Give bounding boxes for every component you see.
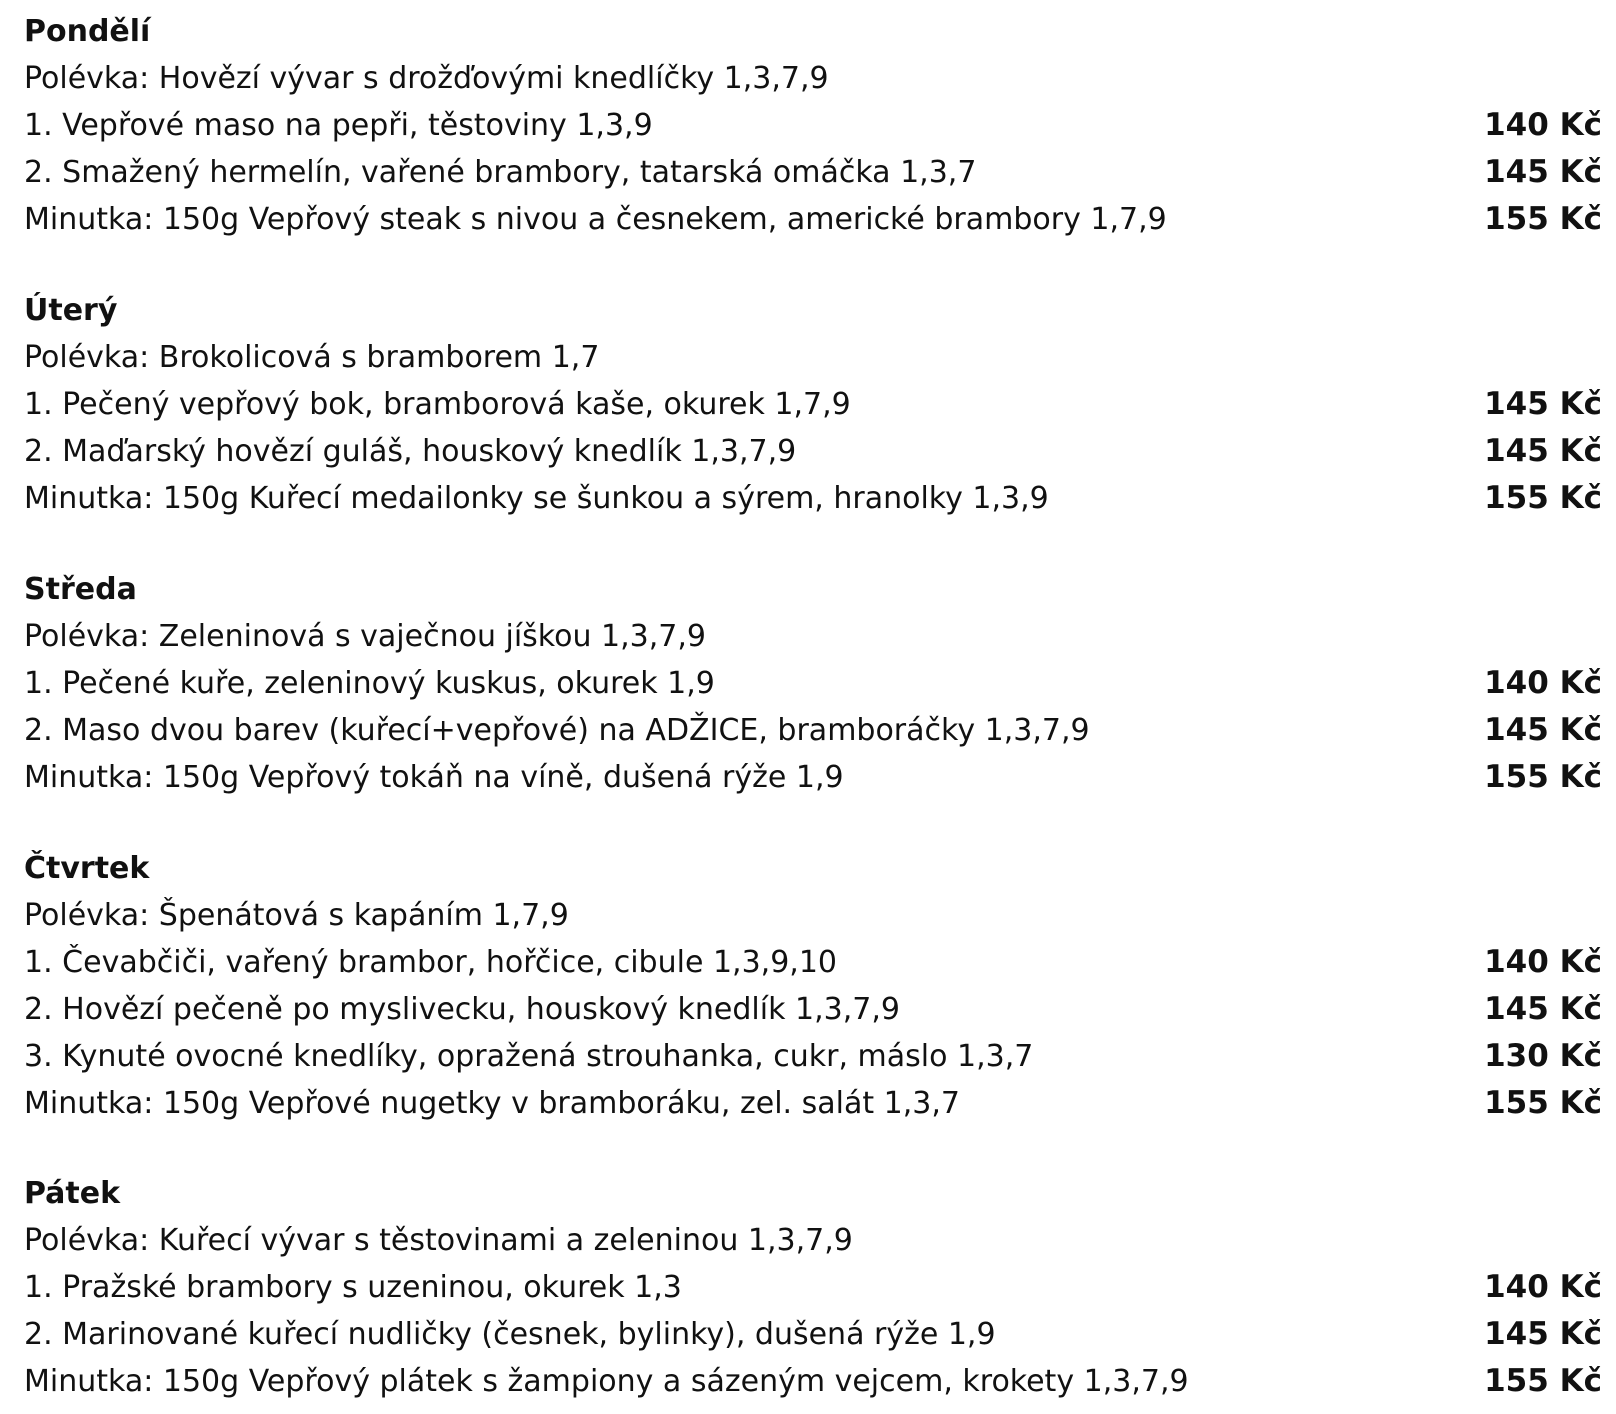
- day-title: Čtvrtek: [24, 851, 150, 886]
- menu-item-row: [24, 986, 1602, 1033]
- dish-price: 155 Kč: [1484, 201, 1602, 237]
- soup-row: [24, 613, 1602, 660]
- menu-item-row: [24, 754, 1602, 801]
- day-title: Středa: [24, 572, 137, 607]
- dish-name: 1. Vepřové maso na pepři, těstoviny 1,3,9: [24, 108, 653, 143]
- soup-row: [24, 334, 1602, 381]
- dish-price: 155 Kč: [1484, 1085, 1602, 1121]
- dish-name: 2. Hovězí pečeně po myslivecku, houskový knedlík 1,3,7,9: [24, 992, 900, 1027]
- dish-price: 140 Kč: [1484, 665, 1602, 701]
- menu-item-row: [24, 1080, 1602, 1127]
- dish-price: 140 Kč: [1484, 1269, 1602, 1305]
- dish-price: 145 Kč: [1484, 1316, 1602, 1352]
- dish-name: 2. Marinované kuřecí nudličky (česnek, bylinky), dušená rýže 1,9: [24, 1317, 996, 1352]
- menu-item-row: [24, 1264, 1602, 1311]
- dish-name: 1. Pražské brambory s uzeninou, okurek 1,3: [24, 1270, 682, 1305]
- day-title: Pondělí: [24, 14, 151, 49]
- dish-name: Polévka: Hovězí vývar s drožďovými knedlíčky 1,3,7,9: [24, 61, 829, 96]
- menu-item-row: [24, 196, 1602, 243]
- dish-price: 140 Kč: [1484, 944, 1602, 980]
- dish-name: Minutka: 150g Vepřový tokáň na víně, dušená rýže 1,9: [24, 760, 844, 795]
- day-section-wednesday: [24, 566, 1602, 801]
- dish-price: 155 Kč: [1484, 759, 1602, 795]
- dish-price: 155 Kč: [1484, 1363, 1602, 1399]
- menu-item-row: [24, 1358, 1602, 1405]
- dish-name: 1. Pečený vepřový bok, bramborová kaše, okurek 1,7,9: [24, 387, 851, 422]
- menu-item-row: [24, 102, 1602, 149]
- soup-row: [24, 55, 1602, 102]
- soup-row: [24, 1217, 1602, 1264]
- day-section-thursday: [24, 845, 1602, 1127]
- dish-price: 145 Kč: [1484, 991, 1602, 1027]
- soup-row: [24, 892, 1602, 939]
- menu-item-row: [24, 939, 1602, 986]
- day-section-friday: [24, 1170, 1602, 1405]
- dish-name: Minutka: 150g Kuřecí medailonky se šunkou a sýrem, hranolky 1,3,9: [24, 481, 1049, 516]
- dish-name: 2. Maďarský hovězí guláš, houskový knedlík 1,3,7,9: [24, 434, 797, 469]
- dish-price: 145 Kč: [1484, 712, 1602, 748]
- day-title: Pátek: [24, 1176, 121, 1211]
- dish-price: 145 Kč: [1484, 386, 1602, 422]
- dish-price: 145 Kč: [1484, 433, 1602, 469]
- menu-item-row: [24, 381, 1602, 428]
- dish-name: Polévka: Špenátová s kapáním 1,7,9: [24, 898, 569, 933]
- dish-name: Minutka: 150g Vepřový steak s nivou a česnekem, americké brambory 1,7,9: [24, 202, 1167, 237]
- menu-item-row: [24, 660, 1602, 707]
- dish-price: 130 Kč: [1484, 1038, 1602, 1074]
- menu-item-row: [24, 475, 1602, 522]
- dish-price: 140 Kč: [1484, 107, 1602, 143]
- dish-name: 3. Kynuté ovocné knedlíky, opražená strouhanka, cukr, máslo 1,3,7: [24, 1039, 1034, 1074]
- dish-name: 1. Pečené kuře, zeleninový kuskus, okurek 1,9: [24, 666, 715, 701]
- dish-name: Polévka: Kuřecí vývar s těstovinami a zeleninou 1,3,7,9: [24, 1223, 853, 1258]
- menu-item-row: [24, 428, 1602, 475]
- menu-item-row: [24, 1311, 1602, 1358]
- dish-name: Minutka: 150g Vepřový plátek s žampiony a sázeným vejcem, krokety 1,3,7,9: [24, 1364, 1189, 1399]
- day-section-monday: [24, 8, 1602, 243]
- menu-item-row: [24, 149, 1602, 196]
- dish-name: Minutka: 150g Vepřové nugetky v bramboráku, zel. salát 1,3,7: [24, 1086, 960, 1121]
- dish-name: Polévka: Brokolicová s bramborem 1,7: [24, 340, 600, 375]
- dish-name: 2. Smažený hermelín, vařené brambory, tatarská omáčka 1,3,7: [24, 155, 977, 190]
- day-section-tuesday: [24, 287, 1602, 522]
- dish-name: Polévka: Zeleninová s vaječnou jíškou 1,3,7,9: [24, 619, 706, 654]
- dish-price: 145 Kč: [1484, 154, 1602, 190]
- menu-item-row: [24, 707, 1602, 754]
- dish-name: 1. Čevabčiči, vařený brambor, hořčice, cibule 1,3,9,10: [24, 945, 837, 980]
- dish-name: 2. Maso dvou barev (kuřecí+vepřové) na ADŽICE, bramboráčky 1,3,7,9: [24, 713, 1090, 748]
- day-title: Úterý: [24, 293, 118, 328]
- dish-price: 155 Kč: [1484, 480, 1602, 516]
- menu-item-row: [24, 1033, 1602, 1080]
